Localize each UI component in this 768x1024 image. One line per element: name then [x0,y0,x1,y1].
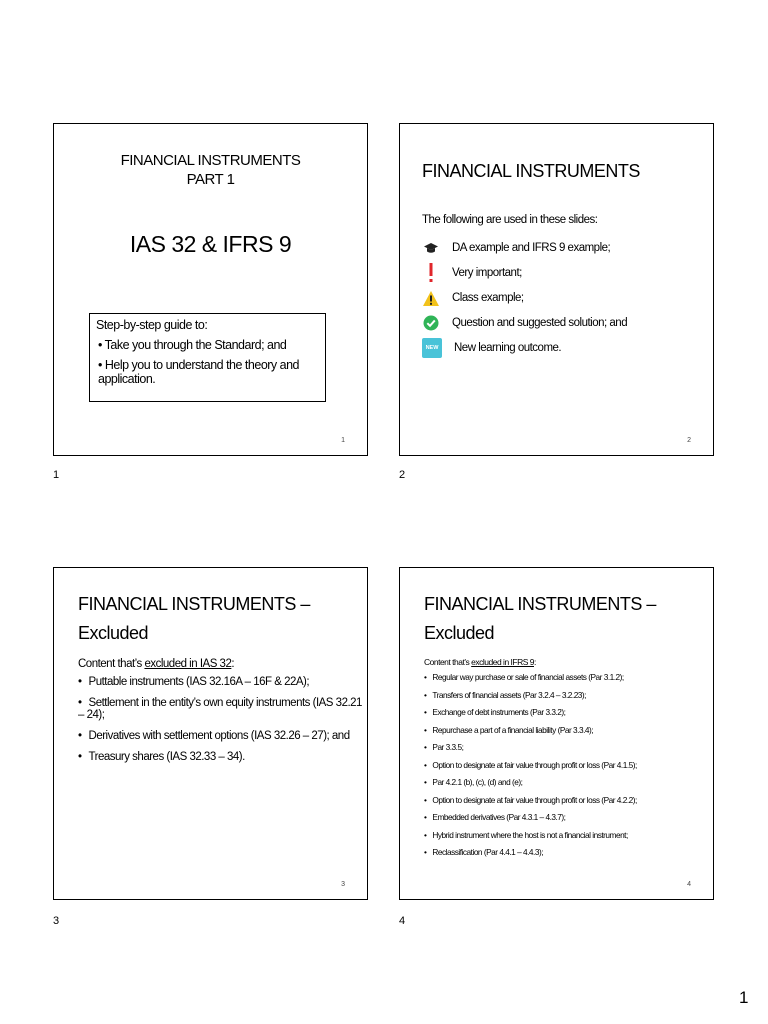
legend-item: Very important; [422,263,522,283]
slide-3-bullet-list [78,676,367,772]
legend-item: Question and suggested solution; and [422,313,627,333]
list-item: • Hybrid instrument where the host is not a financial instrument; [424,830,637,848]
slide-1-title-line2: PART 1 [186,171,235,188]
list-item: • Par 4.2.1 (b), (c), (d) and (e); [424,777,637,795]
legend-item: NEW New learning outcome. [422,338,561,358]
slide-label: 4 [399,915,406,927]
guide-bullet: • Help you to understand the theory and application. [98,358,300,386]
slide-2 [399,123,714,456]
list-item: • Regular way purchase or sale of financial assets (Par 3.1.2); [424,672,637,690]
page-number: 1 [739,988,749,1007]
guide-heading: Step-by-step guide to: [96,318,208,332]
slide-3 [53,567,368,900]
list-item: • Embedded derivatives (Par 4.3.1 – 4.3.7); [424,812,637,830]
slide-4-title: FINANCIAL INSTRUMENTS – Excluded [424,594,656,643]
legend-item: Class example; [422,288,524,308]
list-item: • Derivatives with settlement options (IAS 32.26 – 27); and [78,730,367,742]
list-item: • Exchange of debt instruments (Par 3.3.2); [424,707,637,725]
legend-item: DA example and IFRS 9 example; [422,238,610,258]
slide-2-title: FINANCIAL INSTRUMENTS [422,161,640,181]
slide-3-title: FINANCIAL INSTRUMENTS – Excluded [78,594,310,643]
slide-4-intro: Content that’s excluded in IFRS 9: [424,657,536,667]
slide-1-title-line1: FINANCIAL INSTRUMENTS [120,152,301,169]
list-item: • Par 3.3.5; [424,742,637,760]
list-item: • Transfers of financial assets (Par 3.2.4 – 3.2.23); [424,690,637,708]
slide-2-intro: The following are used in these slides: [422,214,598,226]
exclamation-icon [422,263,440,283]
slide-1-title [54,151,367,189]
new-badge-icon: NEW [422,338,442,358]
slide-1-guide-box [89,313,326,402]
warning-triangle-icon [422,288,440,308]
slide-number: 3 [341,881,345,888]
list-item: • Reclassification (Par 4.4.1 – 4.4.3); [424,847,637,865]
slide-4-bullet-list [424,672,637,865]
slide-3-intro: Content that’s excluded in IAS 32: [78,658,235,670]
list-item: • Option to designate at fair value through profit or loss (Par 4.2.2); [424,795,637,813]
slide-4 [399,567,714,900]
slide-number: 1 [341,437,345,444]
slide-1 [53,123,368,456]
list-item: • Settlement in the entity’s own equity instruments (IAS 32.21 – 24); [78,697,367,721]
slide-number: 4 [687,881,691,888]
slide-label: 1 [53,469,60,481]
slide-label: 2 [399,469,406,481]
list-item: • Option to designate at fair value through profit or loss (Par 4.1.5); [424,760,637,778]
list-item: • Puttable instruments (IAS 32.16A – 16F & 22A); [78,676,367,688]
check-circle-icon [422,313,440,333]
slide-1-subtitle: IAS 32 & IFRS 9 [129,231,292,257]
slide-number: 2 [687,437,691,444]
graduation-cap-icon [422,238,440,258]
list-item: • Treasury shares (IAS 32.33 – 34). [78,751,367,763]
slide-label: 3 [53,915,60,927]
guide-bullet: • Take you through the Standard; and [98,338,287,352]
list-item: • Repurchase a part of a financial liability (Par 3.3.4); [424,725,637,743]
